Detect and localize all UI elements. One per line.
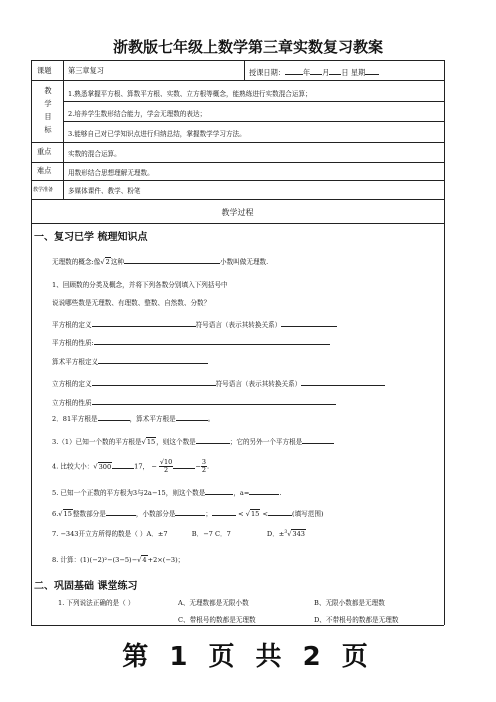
text: 无理数的概念:像 — [52, 258, 101, 266]
cbrt-property — [52, 396, 336, 407]
date-week: 星期 — [350, 68, 366, 77]
text: 立方根的定义 — [52, 380, 92, 388]
text: 平方根的定义 — [52, 321, 92, 329]
question-7: 7. −343开立方所得的数是（ ）A．±7 B．−7 C．7 D．±$^3$√343 — [52, 529, 305, 538]
text: 符号语言（表示其转换关系） — [215, 380, 302, 388]
topic-value: 第三章复习 — [68, 66, 104, 75]
cbrt-343: 343 — [292, 530, 305, 538]
option-b: B、无限小数都是无理数 — [314, 599, 385, 607]
question-3: 3.（1）已知一个数的平方根是√15，则这个数是 ；它的另外一个平方根是 — [52, 435, 334, 447]
materials-label: 教学准备 — [33, 187, 54, 193]
difficulty-value: 用数形结合思想理解无理数。 — [68, 169, 154, 177]
practice-question-1: 1. 下列说法正确的是（ ） — [58, 599, 135, 607]
text: 17， − — [134, 462, 157, 471]
text: 2．81平方根是 — [52, 415, 98, 423]
sqrt-2: 2 — [105, 258, 110, 266]
option-d: D、不带根号的数都是无理数 — [314, 616, 399, 624]
process-title: 教学过程 — [221, 208, 254, 217]
cbrt-definition — [52, 377, 385, 388]
date-day: 日 — [341, 68, 349, 77]
text: ，算术平方根是 — [129, 415, 176, 423]
text: ，则这个数是 — [156, 438, 196, 446]
question-1-line-1: 1、回顾数的分类及概念，并将下列各数分别填入下列括号中 — [52, 281, 228, 289]
arith-sqrt-definition — [52, 355, 208, 366]
sqrt-300: 300 — [98, 462, 112, 471]
document-title: 浙教版七年级上数学第三章实数复习教案 — [112, 38, 383, 56]
text: 3.（1）已知一个数的平方根是 — [52, 438, 142, 446]
question-8: 8. 计算：(1)(−2)²−(3−5)−√4+2×(−3)； — [52, 556, 185, 564]
sqrt-15: 15 — [63, 510, 72, 518]
text: . — [206, 462, 210, 471]
text: ，a= — [233, 489, 250, 497]
goal-item: 3.能够自己对已学知识点进行归纳总结，掌握数学学习方法。 — [68, 130, 246, 138]
text: B．−7 C．7 — [191, 530, 231, 538]
denominator: 2 — [164, 466, 169, 474]
date-field — [249, 66, 379, 78]
text: 这种 — [110, 258, 124, 266]
text: 8. 计算：(1)(−2)²−(3−5)− — [52, 556, 138, 564]
text: < — [238, 510, 244, 518]
date-label: 授课日期： — [249, 68, 285, 77]
text: 4. 比较大小： — [52, 462, 94, 471]
text: . — [279, 489, 282, 497]
sqrt-property — [52, 336, 330, 347]
text: 。 — [207, 415, 215, 423]
page-footer: 第 1 页 共 2 页 — [122, 642, 374, 672]
text: 立方根的性质 — [52, 399, 92, 407]
goals-label: 教学目标 — [44, 86, 52, 134]
text: 平方根的性质: — [52, 339, 94, 347]
text: (填写范围) — [292, 510, 324, 518]
cbrt-index: 3 — [284, 529, 288, 535]
text: +2×(−3)； — [147, 556, 185, 564]
materials-value: 多媒体课件、教学、粉笔 — [68, 187, 141, 195]
text: 小数叫做无理数. — [219, 258, 269, 266]
option-a: A、无理数都是无限小数 — [178, 599, 249, 607]
text: < — [262, 510, 268, 518]
section-1-heading: 一、复习已学 梳理知识点 — [34, 232, 148, 243]
sqrt-definition — [52, 318, 337, 329]
fraction-sqrt10-over-2 — [159, 459, 173, 474]
option-c: C、带根号的数都是无理数 — [178, 616, 256, 624]
question-6: 6.√15整数部分是 ，小数部分是 ； < √15 < (填写范围) — [52, 507, 324, 519]
date-month: 月 — [322, 68, 330, 77]
text: − — [195, 462, 201, 471]
difficulty-label: 难点 — [37, 166, 52, 175]
numerator: 3 — [201, 458, 206, 466]
irrational-definition: 无理数的概念:像√2这种 小数叫做无理数. — [52, 255, 268, 267]
goal-item: 2.培养学生数形结合能力，学会无理数的表达； — [68, 110, 207, 118]
sqrt-4: 4 — [142, 556, 147, 564]
date-year: 年 — [302, 68, 311, 77]
text: 7. −343开立方所得的数是（ ）A．±7 — [52, 530, 168, 538]
goal-item: 1.熟悉掌握平方根、算数平方根、实数、立方根等概念，能熟练进行实数混合运算； — [68, 90, 312, 98]
text: ，小数部分是 — [135, 510, 176, 518]
topic-label: 课题 — [37, 66, 52, 75]
text: ； — [205, 510, 213, 518]
question-1-line-2: 说说哪些数是无理数、有理数、整数、自然数、分数？ — [52, 299, 211, 307]
numerator: √10 — [159, 458, 173, 466]
question-5 — [52, 486, 281, 497]
key-point-label: 重点 — [37, 147, 52, 156]
text: 5. 已知一个正数的平方根为3与2a−15，则这个数是 — [52, 489, 206, 497]
question-4: 4. 比较大小：√300 17， − $\frac{√10}{2}$ − $\frac{3}{2}$ . — [52, 458, 210, 474]
key-point-value: 实数的混合运算。 — [68, 150, 121, 158]
text: 6. — [52, 510, 59, 518]
denominator: 2 — [201, 466, 206, 474]
section-2-heading: 二、巩固基础 课堂练习 — [34, 581, 138, 592]
text: 符号语言（表示其转换关系） — [195, 321, 282, 329]
text: ；它的另外一个平方根是 — [229, 438, 303, 446]
sqrt-15: 15 — [250, 510, 260, 518]
text: 算术平方根定义 — [52, 358, 99, 366]
sqrt-15: 15 — [146, 438, 156, 446]
text: D．± — [266, 530, 285, 538]
question-2 — [52, 412, 214, 423]
text: 整数部分是 — [72, 510, 106, 518]
